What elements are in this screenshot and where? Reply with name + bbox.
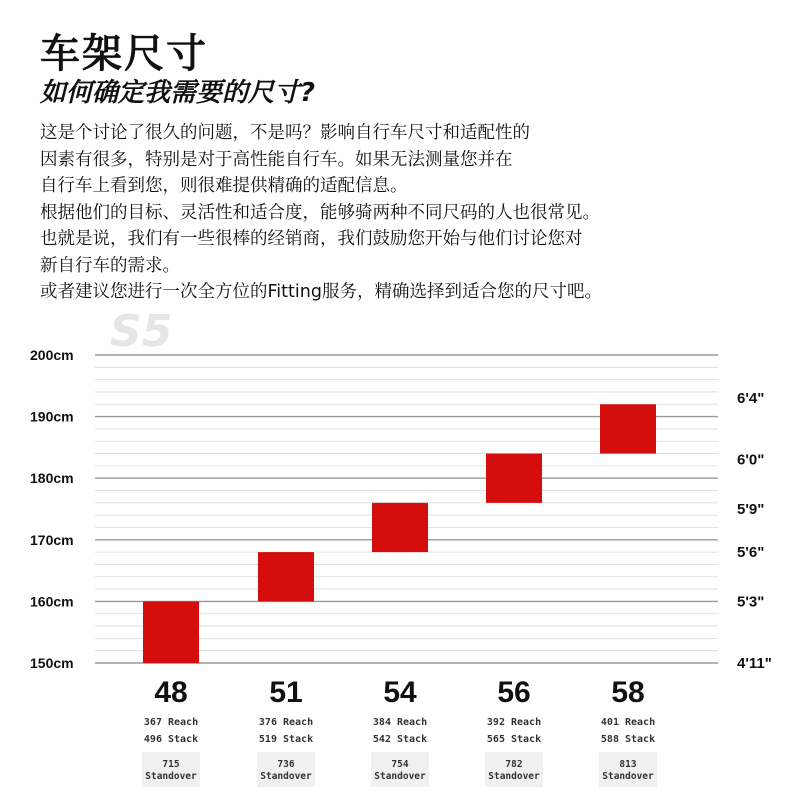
- stack-value: 588 Stack: [600, 734, 656, 745]
- reach-value: 376 Reach: [258, 717, 314, 728]
- reach-value: 401 Reach: [600, 717, 656, 728]
- y-axis-right-ft: [737, 390, 772, 672]
- y-tick-label-cm: 170cm: [30, 531, 74, 548]
- size-range-bar: [372, 503, 428, 552]
- y-tick-label-ft: 6'0": [737, 451, 765, 469]
- standover-value: 715: [162, 759, 180, 770]
- standover-label: Standover: [602, 771, 654, 782]
- size-label: 48: [154, 676, 188, 709]
- intro-line: 因素有很多，特别是对于高性能自行车。如果无法测量您并在: [40, 149, 513, 170]
- stack-value: 565 Stack: [486, 734, 542, 745]
- reach-value: 367 Reach: [143, 717, 199, 728]
- standover-value: 782: [505, 759, 523, 770]
- size-range-bar: [600, 404, 656, 453]
- y-tick-label-ft: 6'4": [737, 390, 765, 408]
- reach-value: 392 Reach: [486, 717, 542, 728]
- intro-line: 自行车上看到您，则很难提供精确的适配信息。: [40, 176, 408, 196]
- y-tick-label-cm: 190cm: [30, 408, 74, 425]
- size-label: 51: [269, 676, 303, 709]
- y-tick-label-ft: 4'11": [737, 655, 772, 672]
- y-axis-left-cm: [30, 347, 74, 671]
- standover-label: Standover: [374, 771, 426, 782]
- size-range-bar: [143, 601, 199, 663]
- size-specs: [142, 717, 657, 787]
- standover-value: 736: [277, 759, 295, 770]
- y-tick-label-ft: 5'9": [737, 501, 765, 518]
- size-label: 56: [497, 676, 531, 709]
- y-tick-label-cm: 150cm: [30, 655, 74, 671]
- page-title: 车架尺寸: [40, 31, 208, 77]
- size-range-bar: [486, 454, 542, 503]
- y-tick-label-ft: 5'6": [737, 544, 765, 562]
- y-tick-label-cm: 200cm: [30, 347, 74, 363]
- standover-value: 754: [391, 759, 409, 770]
- intro-line: 也就是说，我们有一些很棒的经销商，我们鼓励您开始与他们讨论您对: [40, 229, 583, 249]
- size-range-bar: [258, 552, 314, 601]
- page-subtitle: 如何确定我需要的尺寸?: [40, 78, 316, 108]
- size-ranges: [143, 404, 656, 663]
- intro-line: 根据他们的目标、灵活性和适合度，能够骑两种不同尺码的人也很常见。: [40, 202, 600, 223]
- intro-line: 或者建议您进行一次全方位的Fitting服务，精确选择到适合您的尺寸吧。: [40, 282, 602, 302]
- size-label: 58: [611, 676, 645, 709]
- standover-label: Standover: [488, 771, 540, 782]
- intro-line: 新自行车的需求。: [40, 255, 180, 276]
- reach-value: 384 Reach: [372, 717, 428, 728]
- y-tick-label-cm: 180cm: [30, 470, 74, 487]
- standover-label: Standover: [260, 771, 312, 782]
- brand-watermark: S5: [110, 306, 173, 357]
- stack-value: 519 Stack: [258, 734, 314, 745]
- intro-line: 这是个讨论了很久的问题，不是吗？影响自行车尺寸和适配性的: [40, 123, 530, 143]
- y-tick-label-cm: 160cm: [30, 593, 74, 610]
- stack-value: 542 Stack: [372, 734, 428, 745]
- stack-value: 496 Stack: [143, 734, 199, 745]
- size-labels: [154, 676, 644, 709]
- standover-value: 813: [619, 759, 637, 770]
- y-tick-label-ft: 5'3": [737, 593, 765, 611]
- size-label: 54: [383, 676, 417, 709]
- standover-label: Standover: [145, 771, 197, 782]
